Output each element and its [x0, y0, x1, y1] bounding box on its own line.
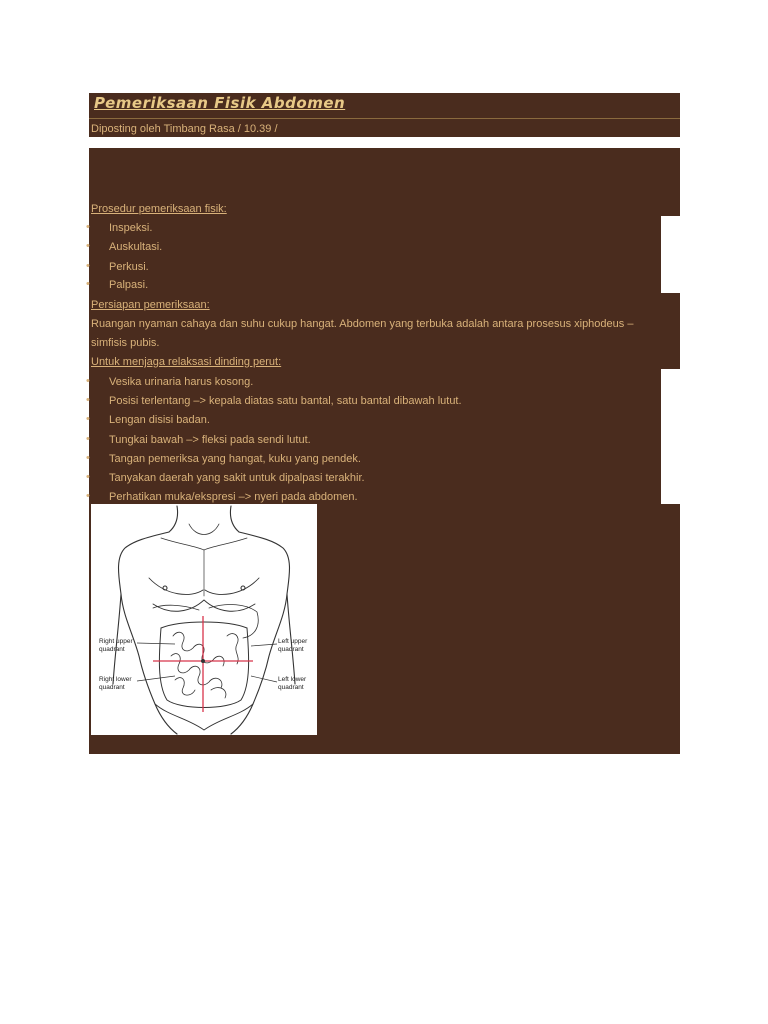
label-right-lower-2: quadrant — [99, 684, 125, 691]
post-title[interactable]: Pemeriksaan Fisik Abdomen — [94, 94, 346, 112]
umbilicus — [201, 659, 205, 663]
list-item: Tangan pemeriksa yang hangat, kuku yang pendek. — [109, 453, 361, 465]
abdomen-illustration — [91, 504, 317, 735]
content-strip — [89, 216, 661, 293]
label-right-upper: Right upper — [99, 638, 133, 645]
label-left-lower: Left lower — [278, 676, 307, 683]
list-item: Tungkai bawah –> fleksi pada sendi lutut. — [109, 434, 311, 446]
post-meta: Diposting oleh Timbang Rasa / 10.39 / — [91, 123, 278, 135]
bullet-icon: • — [86, 394, 90, 406]
label-left-upper: Left upper — [278, 638, 308, 645]
bullet-icon: • — [86, 260, 90, 272]
bullet-icon: • — [86, 413, 90, 425]
prep-heading: Persiapan pemeriksaan: — [91, 299, 210, 311]
label-right-upper-2: quadrant — [99, 646, 125, 653]
list-item: Tanyakan daerah yang sakit untuk dipalpasi terakhir. — [109, 472, 365, 484]
list-item: Posisi terlentang –> kepala diatas satu bantal, satu bantal dibawah lutut. — [109, 395, 462, 407]
bullet-icon: • — [86, 221, 90, 233]
label-left-lower-2: quadrant — [278, 684, 304, 691]
list-item: Vesika urinaria harus kosong. — [109, 376, 254, 388]
bullet-icon: • — [86, 471, 90, 483]
bullet-icon: • — [86, 490, 90, 502]
label-right-lower: Right lower — [99, 676, 132, 683]
relax-heading: Untuk menjaga relaksasi dinding perut: — [91, 356, 282, 368]
procedure-heading: Prosedur pemeriksaan fisik: — [91, 203, 227, 215]
post-title-bar — [89, 93, 680, 118]
prep-text-line: simfisis pubis. — [91, 337, 160, 349]
bullet-icon: • — [86, 433, 90, 445]
list-item: Perkusi. — [109, 261, 149, 273]
prep-text-line: Ruangan nyaman cahaya dan suhu cukup hangat. Abdomen yang terbuka adalah antara prosesus xiphodeus – — [91, 318, 634, 330]
list-item: Palpasi. — [109, 279, 149, 291]
bullet-icon: • — [86, 240, 90, 252]
bullet-icon: • — [86, 375, 90, 387]
label-left-upper-2: quadrant — [278, 646, 304, 653]
post-meta-bar — [89, 119, 680, 137]
list-item: Auskultasi. — [109, 241, 163, 253]
list-item: Inspeksi. — [109, 222, 153, 234]
bullet-icon: • — [86, 452, 90, 464]
list-item: Perhatikan muka/ekspresi –> nyeri pada abdomen. — [109, 491, 358, 503]
list-item: Lengan disisi badan. — [109, 414, 210, 426]
bullet-icon: • — [86, 278, 90, 290]
abdomen-quadrants-figure[interactable] — [91, 504, 317, 735]
